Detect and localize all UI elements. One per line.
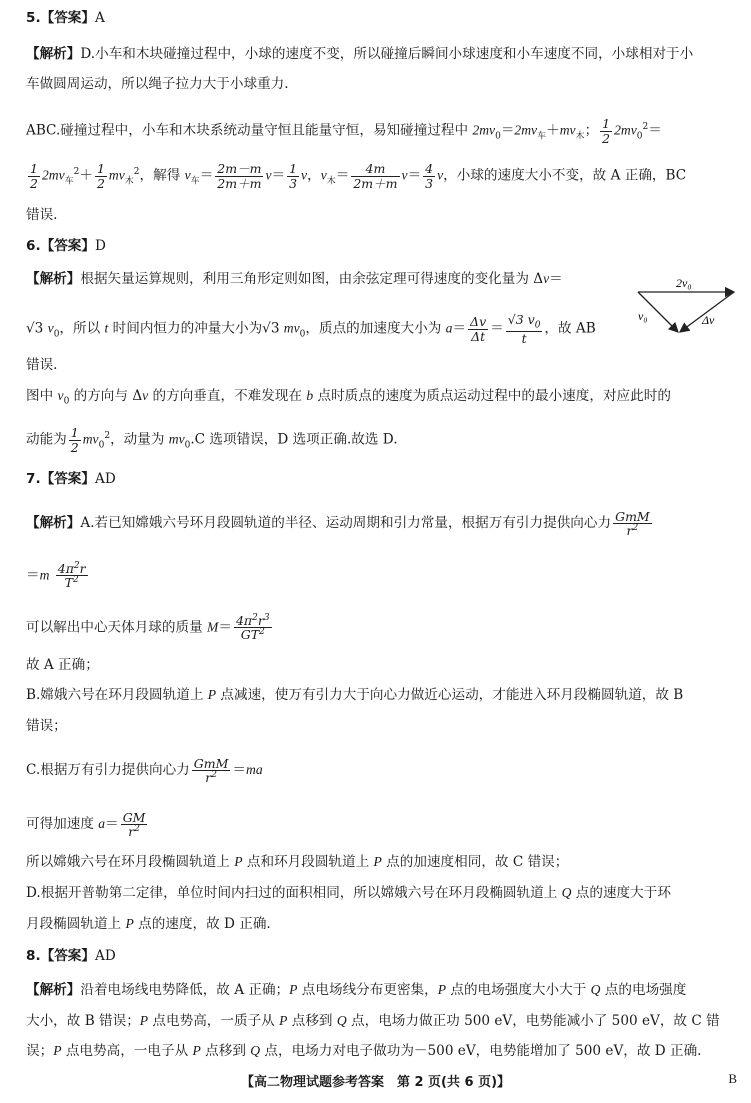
q6-analysis-line2: √3 $v_0$，所以 t 时间内恒力的冲量大小为√3 $mv_0$，质点的加速度大小为 a＝ $\frac{\Delta v}{\Delta t}$ ＝ $\frac{√3 v_0}{t}$ ，故 AB bbox=[26, 312, 596, 346]
label-v0: v₀ bbox=[638, 309, 648, 323]
q6-analysis-line5: 动能为 $\frac{1}{2}$ $mv_0^2$，动量为 $mv_0.C$ 选项错误，D 选项正确.故选 D. bbox=[26, 425, 398, 455]
q6-analysis-line3: 错误. bbox=[26, 357, 58, 373]
q7-analysis-line6: 错误； bbox=[26, 718, 67, 734]
q8-heading: 8.【答案】AD bbox=[26, 948, 116, 964]
vector-triangle-diagram bbox=[630, 272, 742, 340]
q7-heading: 7.【答案】AD bbox=[26, 471, 116, 487]
q7-analysis-line11: 月段椭圆轨道上 P 点的速度，故 D 正确. bbox=[26, 916, 271, 932]
label-2v0: 2v₀ bbox=[676, 276, 692, 290]
q7-analysis-line3: 可以解出中心天体月球的质量 M＝ $\frac{4\pi^2r^3}{GT^2}$ bbox=[26, 613, 270, 643]
q6-heading: 6.【答案】D bbox=[26, 238, 106, 254]
q7-analysis-line5: B.嫦娥六号在环月段圆轨道上 P 点减速，使万有引力大于向心力做近心运动，才能进入环月段椭圆轨道，故 B bbox=[26, 687, 684, 703]
q5-analysis-line3: ABC.碰撞过程中，小车和木块系统动量守恒且能量守恒，易知碰撞过程中 $2mv_0=2mv_车+mv_木$； $\frac{1}{2}$ $2mv_0^2=$ bbox=[26, 116, 662, 146]
q7-analysis-line1: 【解析】A.若已知嫦娥六号环月段圆轨道的半径、运动周期和引力常量，根据万有引力提供向心力 $\frac{\text{GmM}}{r^2}$ bbox=[26, 509, 650, 539]
q8-analysis-line3: 误；P 点电势高，一电子从 P 点移到 Q 点，电场力对电子做功为－500 eV，电势能增加了 500 eV，故 D 正确. bbox=[26, 1043, 702, 1059]
q7-analysis-line10: D.根据开普勒第二定律，单位时间内扫过的面积相同，所以嫦娥六号在环月段椭圆轨道上 Q 点的速度大于环 bbox=[26, 885, 671, 901]
q7-analysis-line9: 所以嫦娥六号在环月段椭圆轨道上 P 点和环月段圆轨道上 P 点的加速度相同，故 C 错误； bbox=[26, 854, 569, 870]
q5-analysis-line5: 错误. bbox=[26, 207, 58, 223]
q5-heading: 5.【答案】A bbox=[26, 10, 105, 26]
label-delta-v: Δv bbox=[702, 313, 715, 327]
q8-analysis-line2: 大小，故 B 错误；P 点电势高，一质子从 P 点移到 Q 点，电场力做正功 500 eV，电势能减小了 500 eV，故 C 错 bbox=[26, 1013, 720, 1029]
q5-analysis-line2: 车做圆周运动，所以绳子拉力大于小球重力. bbox=[26, 76, 289, 92]
q7-analysis-line4: 故 A 正确； bbox=[26, 657, 99, 673]
q5-analysis-line4: $\frac{1}{2}$ $2mv_车^2+$ $\frac{1}{2}$ $mv_木^2$，解得 $v_车=$ $\frac{2m-m}{2m+m}$ v＝ $\frac{1}{3}$ v，$v_木=$ $\frac{4m}{2m+m}$ v＝ $\frac{4}{3}$ v，小球的速度大小不变，故 A 正确，BC bbox=[30, 161, 687, 191]
paper-version-mark: B bbox=[728, 1071, 737, 1086]
q7-analysis-line8: 可得加速度 a＝ $\frac{GM}{r^2}$ bbox=[26, 810, 146, 840]
q6-analysis-line4: 图中 $v_0$ 的方向与 Δv 的方向垂直，不难发现在 b 点时质点的速度为质点运动过程中的最小速度，对应此时的 bbox=[26, 388, 671, 407]
q7-analysis-line2: ＝m $\frac{4\pi^2r}{T^2}$ bbox=[26, 561, 86, 591]
page-footer: 【高二物理试题参考答案 第 2 页(共 6 页)】 bbox=[240, 1075, 511, 1090]
q6-analysis-line1: 【解析】根据矢量运算规则，利用三角形定则如图，由余弦定理可得速度的变化量为 Δv＝ bbox=[26, 271, 563, 287]
q7-analysis-line7: C.根据万有引力提供向心力 $\frac{\text{GmM}}{r^2}$ ＝ma bbox=[26, 756, 263, 786]
q8-analysis-line1: 【解析】沿着电场线电势降低，故 A 正确；P 点电场线分布更密集，P 点的电场强度大小大于 Q 点的电场强度 bbox=[26, 982, 687, 998]
q5-analysis-line1: 【解析】D.小车和木块碰撞过程中，小球的速度不变，所以碰撞后瞬间小球速度和小车速度不同，小球相对于小 bbox=[26, 46, 694, 62]
